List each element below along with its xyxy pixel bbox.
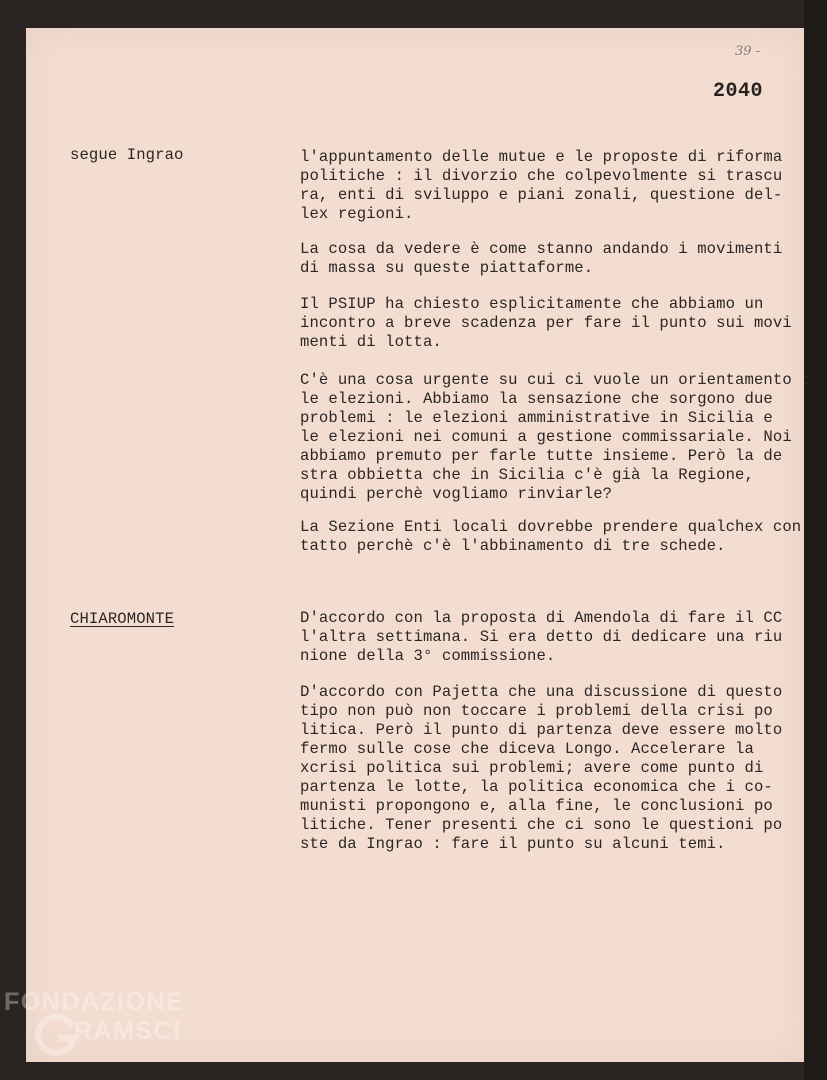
paragraph: D'accordo con Pajetta che una discussione di questo tipo non può non toccare i problemi della crisi po litica. Però il punto di partenza deve essere molto fermo sulle cose che diceva Longo. Accelerare la xcrisi politica sui problemi; avere come punto di partenza le lotte, la politica economica che i co- munisti propongono e, alla fine, le conclusioni po litiche. Tener presenti che ci sono le questioni po ste da Ingrao : fare il punto su alcuni temi. bbox=[300, 683, 783, 853]
scan-border bbox=[804, 0, 827, 1080]
archive-watermark bbox=[4, 988, 214, 1068]
page-number: 2040 bbox=[713, 80, 764, 103]
pencil-annotation: 39 - bbox=[735, 44, 761, 59]
paragraph: D'accordo con la proposta di Amendola di fare il CC l'altra settimana. Si era detto di dedicare una riu nione della 3° commissione. bbox=[300, 609, 783, 665]
paragraph: La cosa da vedere è come stanno andando i movimenti di massa su queste piattaforme. bbox=[300, 240, 783, 277]
speaker-name: CHIAROMONTE bbox=[70, 610, 175, 628]
speaker-name: segue Ingrao bbox=[70, 146, 184, 164]
paragraph: l'appuntamento delle mutue e le proposte di riforma politiche : il divorzio che colpevolmente si trascu ra, enti di sviluppo e piani zonali, questione del- lex regioni. bbox=[300, 148, 783, 223]
paragraph: La Sezione Enti locali dovrebbe prendere qualchex con tatto perchè c'è l'abbinamento di tre schede. bbox=[300, 518, 802, 555]
paragraph: C'è una cosa urgente su cui ci vuole un orientamento : le elezioni. Abbiamo la sensazione che sorgono due problemi : le elezioni amministrative in Sicilia e le elezioni nei comuni a gestione commissariale. Noi abbiamo premuto per farle tutte insieme. Però la de stra obbietta che in Sicilia c'è già la Regione, quindi perchè vogliamo rinviarle? bbox=[300, 371, 811, 503]
paragraph: Il PSIUP ha chiesto esplicitamente che abbiamo un incontro a breve scadenza per fare il punto sui movi menti di lotta. bbox=[300, 295, 792, 351]
watermark-line-2: RAMSCI bbox=[74, 1017, 182, 1045]
watermark-line-1: FONDAZIONE bbox=[4, 988, 185, 1016]
watermark-g-logo-icon bbox=[34, 1012, 78, 1056]
